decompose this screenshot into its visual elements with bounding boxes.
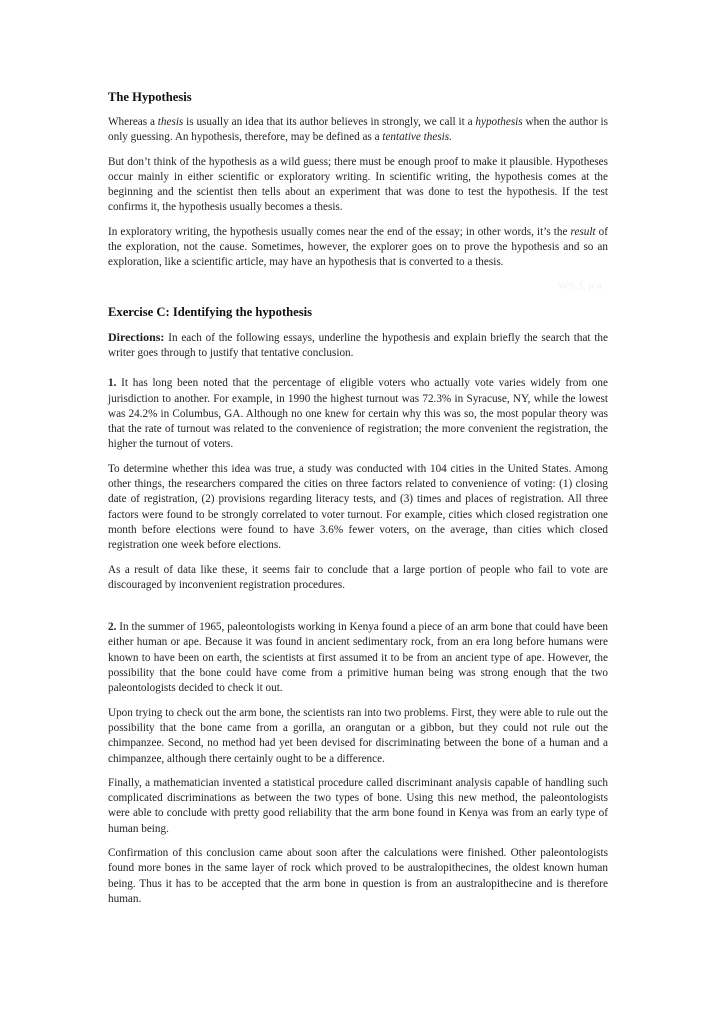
essay-number: 2. <box>108 621 117 634</box>
essay-1-paragraph <box>108 376 608 452</box>
section-heading-hypothesis: The Hypothesis <box>108 90 192 104</box>
term-hypothesis: hypothesis <box>475 116 523 128</box>
paragraph-exploratory <box>108 225 608 271</box>
document-page <box>108 88 608 907</box>
term-result: result <box>570 225 596 238</box>
essay-2-paragraph <box>108 620 608 696</box>
term-tentative-thesis: tentative thesis. <box>382 131 452 144</box>
term-thesis: thesis <box>157 116 184 128</box>
page-watermark: WS 3, p.4 <box>558 280 602 292</box>
essay-2-paragraph: Confirmation of this conclusion came about soon after the calculations were finished. Other paleontologists found more bones in the same layer of rock which proved to be australopithecines, the oldest known human being. Thus it has to be accepted that the arm bone in question is from an australopithecine and is therefore human. <box>108 846 608 905</box>
paragraph-scientific: But don’t think of the hypothesis as a wild guess; there must be enough proof to make it plausible. Hypotheses occur mainly in either scientific or exploratory writing. In scientific writing, the hypothesis comes at the beginning and the scientist then tells about an experiment that was done to test the hypothesis. If the test confirms it, the hypothesis usually becomes a thesis. <box>108 155 608 214</box>
essay-number: 1. <box>108 377 117 390</box>
text-run: when the author is only guessing. An hypothesis, therefore, may be defined as a <box>108 116 608 144</box>
text-run: In the summer of 1965, paleontologists working in Kenya found a piece of an arm bone that could have been either human or ape. Because it was found in ancient sedimentary rock, from an era long before humans were known to have been on earth, the scientists at first assumed it to be from an ancient type of ape. However, the possibility that the bone could have come from a primitive human being was strong enough that the two paleontologists decided to check it out. <box>108 621 608 695</box>
exercise-heading: Exercise C: Identifying the hypothesis <box>108 304 313 319</box>
essay-2-paragraph: Upon trying to check out the arm bone, the scientists ran into two problems. First, they were able to rule out the possibility that the bone came from a gorilla, an orangutan or a gibbon, but they could not rule out the chimpanzee. Second, no method had yet been devised for discriminating between the bone of a human and a chimpanzee, although there certainly ought to be a difference. <box>108 706 608 765</box>
directions-text: In each of the following essays, underline the hypothesis and explain briefly the search that the writer goes through to justify that tentative conclusion. <box>108 331 608 359</box>
directions <box>108 330 608 362</box>
directions-label: Directions: <box>108 329 165 344</box>
text-run: In exploratory writing, the hypothesis usually comes near the end of the essay; in other words, it’s the <box>108 225 571 238</box>
paragraph-definition <box>108 115 608 146</box>
text-run: of the exploration, not the cause. Sometimes, however, the explorer goes on to prove the hypothesis and so an exploration, like a scientific article, may have an hypothesis that is converted to a thesis. <box>108 225 608 269</box>
essay-1-paragraph: As a result of data like these, it seems fair to conclude that a large portion of people who fail to vote are discouraged by inconvenient registration procedures. <box>108 563 608 591</box>
text-run: It has long been noted that the percentage of eligible voters who actually vote varies widely from one jurisdiction to another. For example, in 1990 the highest turnout was 72.3% in Syracuse, NY, while the lowest was 24.2% in Columbus, GA. Although no one knew for certain why this was so, the most popular theory was that the rate of turnout was related to the convenience of registration; the more convenient the registration, the higher the turnout of voters. <box>108 377 608 451</box>
essay-1-paragraph: To determine whether this idea was true, a study was conducted with 104 cities in the United States. Among other things, the researchers compared the cities on three factors related to convenience of voting: (1) closing date of registration, (2) provisions regarding literacy tests, and (3) times and places of registration. All three factors were found to be strongly correlated to voter turnout. For example, cities which closed registration one month before elections were found to have 3.6% fewer voters, on the average, than cities which closed registration one week before elections. <box>108 462 608 552</box>
text-run: is usually an idea that its author believes in strongly, we call it a <box>183 116 476 128</box>
essay-2-paragraph: Finally, a mathematician invented a statistical procedure called discriminant analysis capable of handling such complicated discriminations as between the two types of bone. Using this new method, the paleontologists were able to conclude with pretty good reliability that the arm bone found in Kenya was from an early type of human being. <box>108 776 608 835</box>
text-run: Whereas a <box>108 116 158 128</box>
